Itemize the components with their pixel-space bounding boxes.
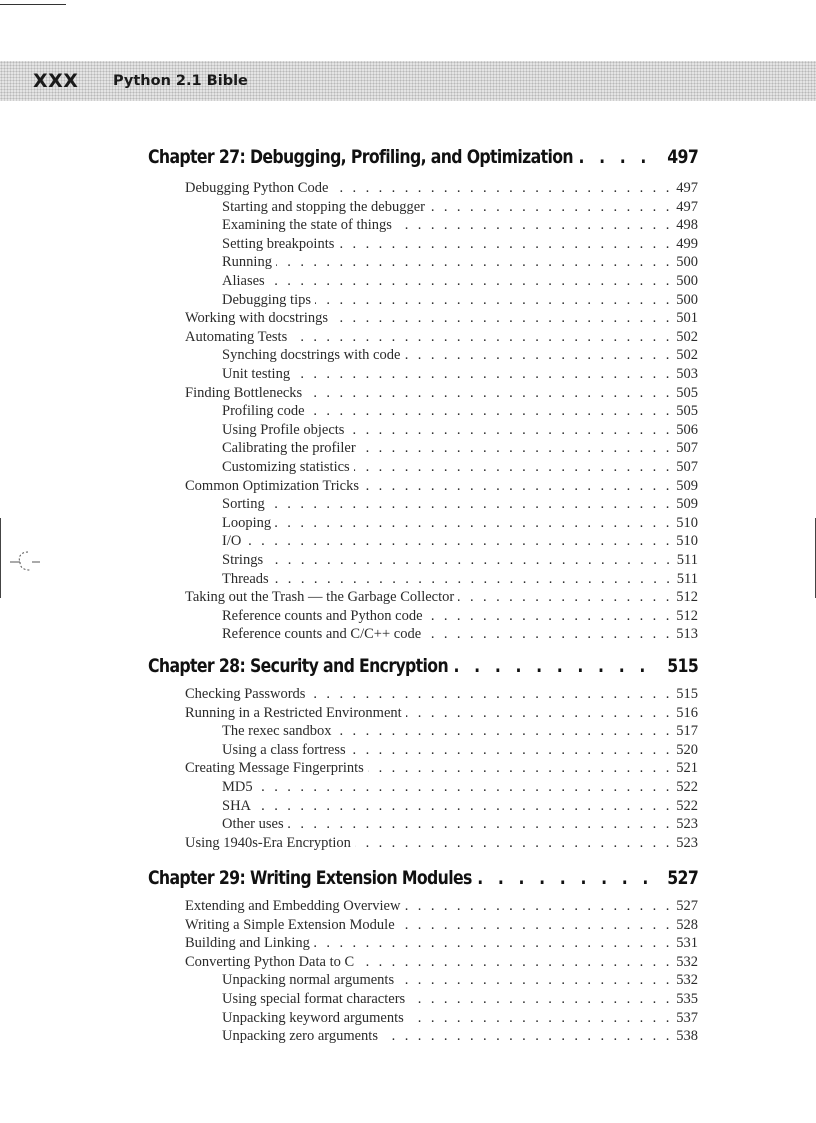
entry-title: Starting and stopping the debugger [222,198,425,215]
dot-leader [427,608,673,625]
entry-title: Debugging Python Code [185,180,329,196]
dot-leader [358,954,672,971]
dot-leader [309,686,672,703]
entry-title: Synching docstrings with code [222,347,401,364]
dot-leader [275,515,672,532]
entry-page-number: 538 [676,1028,698,1045]
toc-subsection-entry[interactable] [222,626,698,644]
entry-title: I/O [222,533,242,550]
entry-title: Converting Python Data to C [185,953,355,970]
dot-leader [429,199,672,216]
entry-title: Reference counts and C/C++ code [222,626,422,643]
toc-subsection-entry[interactable] [222,552,698,570]
toc-subsection-entry[interactable] [222,742,698,760]
entry-title: Creating Message Fingerprints [185,760,364,777]
toc-subsection-entry[interactable] [222,515,698,533]
entry-title: Writing a Simple Extension Module [185,916,395,933]
entry-page-number: 499 [676,235,698,252]
entry-title: Using Profile objects [222,421,345,438]
entry-title: The rexec sandbox [222,723,332,740]
toc-subsection-entry[interactable] [222,723,698,741]
entry-title: Other uses [222,816,284,833]
entry-page-number: 532 [676,953,698,970]
entry-title: Customizing statistics [222,459,350,475]
chapter-title: Chapter 29: Writing Extension Modules [148,867,472,889]
crop-mark [0,4,66,5]
toc-subsection-entry[interactable] [222,199,698,217]
dot-leader [291,329,672,346]
entry-page-number: 497 [676,180,698,196]
dot-leader [276,254,672,271]
registration-mark-icon [8,548,42,572]
page-edge-left [0,518,1,598]
toc-subsection-entry[interactable] [222,608,698,626]
entry-page-number: 506 [676,421,698,438]
entry-title: Setting breakpoints [222,235,335,252]
entry-page-number: 511 [676,552,698,568]
dot-leader [332,310,672,327]
chapter-heading[interactable] [148,146,698,174]
entry-title: Finding Bottlenecks [185,384,303,401]
toc-subsection-entry[interactable] [222,273,698,291]
toc-subsection-entry[interactable] [222,779,698,797]
dot-leader [314,935,672,952]
chapter-page-number: 515 [667,655,699,677]
dot-leader [398,972,672,989]
toc-subsection-entry[interactable] [222,991,698,1009]
dot-leader [294,366,672,383]
entry-page-number: 500 [676,273,698,289]
entry-page-number: 512 [676,589,698,606]
entry-title: Unit testing [222,366,291,382]
toc-subsection-entry[interactable] [222,217,698,235]
toc-subsection-entry[interactable] [222,1028,698,1046]
toc-subsection-entry[interactable] [222,254,698,272]
entry-page-number: 502 [676,328,698,345]
dot-leader [399,917,673,934]
entry-page-number: 500 [676,254,698,271]
toc-section-entry[interactable] [185,180,698,198]
dot-leader [315,292,672,309]
entry-page-number: 505 [676,403,698,420]
dot-leader [477,867,662,889]
entry-title: Unpacking keyword arguments [222,1009,404,1026]
entry-page-number: 510 [676,514,698,531]
entry-title: Using a class fortress [222,741,346,758]
dot-leader [406,705,673,722]
entry-page-number: 509 [676,477,698,494]
dot-leader [255,798,672,815]
toc-subsection-entry[interactable] [222,459,698,477]
entry-title: Working with docstrings [185,310,329,327]
toc-section-entry[interactable] [185,310,698,328]
entry-page-number: 497 [676,198,698,215]
entry-title: MD5 [222,779,253,795]
toc-subsection-entry[interactable] [222,236,698,254]
entry-page-number: 500 [676,291,698,308]
dot-leader [404,898,672,915]
toc-subsection-entry[interactable] [222,496,698,514]
entry-title: Unpacking normal arguments [222,972,395,989]
entry-title: Unpacking zero arguments [222,1028,378,1045]
entry-page-number: 502 [676,347,698,364]
dot-leader [348,422,672,439]
toc-subsection-entry[interactable] [222,972,698,990]
dot-leader [425,626,672,643]
chapter-page-number: 497 [667,146,699,168]
toc-section-entry[interactable] [185,589,698,607]
toc-subsection-entry[interactable] [222,533,698,551]
entry-title: Aliases [222,273,265,289]
entry-page-number: 535 [676,991,698,1007]
chapter-page-number: 527 [667,867,699,889]
dot-leader [309,403,673,420]
toc-section-entry[interactable] [185,385,698,403]
entry-page-number: 516 [676,704,698,721]
toc-section-entry[interactable] [185,898,698,916]
entry-title: Looping [222,514,272,531]
toc-subsection-entry[interactable] [222,347,698,365]
entry-title: Sorting [222,496,265,513]
entry-title: Using special format characters [222,991,406,1007]
chapter-title: Chapter 28: Security and Encryption [148,655,449,677]
entry-page-number: 507 [676,459,698,475]
dot-leader [360,440,673,457]
toc-section-entry[interactable] [185,760,698,778]
entry-title: Strings [222,552,264,568]
toc-subsection-entry[interactable] [222,366,698,384]
dot-leader [354,459,673,476]
entry-page-number: 511 [676,570,698,587]
entry-title: Automating Tests [185,328,288,345]
entry-title: Calibrating the profiler [222,440,356,457]
entry-page-number: 522 [676,797,698,814]
toc-section-entry[interactable] [185,835,698,853]
toc-section-entry[interactable] [185,705,698,723]
dot-leader [306,385,672,402]
dot-leader [245,533,672,550]
dot-leader [257,779,673,796]
entry-page-number: 520 [676,741,698,758]
entry-title: Taking out the Trash — the Garbage Collector [185,589,455,606]
chapter-title: Chapter 27: Debugging, Profiling, and Optimization [148,146,573,168]
dot-leader [332,180,672,197]
entry-page-number: 517 [676,723,698,740]
dot-leader [269,273,673,290]
dot-leader [454,655,662,677]
toc-section-entry[interactable] [185,329,698,347]
toc-section-entry[interactable] [185,917,698,935]
dot-leader [363,478,672,495]
dot-leader [267,552,673,569]
entry-page-number: 501 [676,310,698,327]
entry-title: Using 1940s-Era Encryption [185,834,351,851]
running-header-title: Python 2.1 Bible [113,73,248,89]
dot-leader [350,742,673,759]
entry-title: Running [222,254,272,271]
entry-page-number: 509 [676,496,698,513]
toc-subsection-entry[interactable] [222,1010,698,1028]
dot-leader [396,217,672,234]
entry-page-number: 498 [676,217,698,234]
toc-subsection-entry[interactable] [222,422,698,440]
toc-section-entry[interactable] [185,954,698,972]
dot-leader [355,835,672,852]
dot-leader [336,723,673,740]
toc-section-entry[interactable] [185,935,698,953]
entry-page-number: 523 [676,816,698,833]
entry-page-number: 513 [676,626,698,643]
dot-leader [458,589,672,606]
entry-title: Checking Passwords [185,686,306,702]
dot-leader [338,236,672,253]
entry-page-number: 507 [676,440,698,457]
entry-page-number: 510 [676,533,698,550]
dot-leader [269,496,673,513]
toc-subsection-entry[interactable] [222,440,698,458]
dot-leader [578,146,661,168]
entry-title: Extending and Embedding Overview [185,898,401,914]
toc-subsection-entry[interactable] [222,403,698,421]
entry-title: SHA [222,797,252,814]
dot-leader [382,1028,672,1045]
entry-title: Building and Linking [185,935,310,952]
entry-page-number: 528 [676,916,698,933]
toc-section-entry[interactable] [185,478,698,496]
entry-page-number: 505 [676,384,698,401]
entry-page-number: 503 [676,366,698,382]
toc-section-entry[interactable] [185,686,698,704]
entry-page-number: 515 [676,686,698,702]
entry-title: Debugging tips [222,291,312,308]
entry-title: Profiling code [222,403,305,420]
entry-page-number: 527 [676,898,698,914]
toc-subsection-entry[interactable] [222,292,698,310]
dot-leader [288,816,673,833]
dot-leader [408,1010,673,1027]
entry-title: Running in a Restricted Environment [185,704,402,721]
dot-leader [368,760,672,777]
toc-subsection-entry[interactable] [222,816,698,834]
entry-page-number: 512 [676,607,698,624]
entry-title: Common Optimization Tricks [185,477,360,494]
entry-title: Reference counts and Python code [222,607,423,624]
entry-title: Examining the state of things [222,217,392,234]
entry-page-number: 523 [676,834,698,851]
entry-page-number: 522 [676,779,698,795]
entry-page-number: 532 [676,972,698,989]
dot-leader [273,571,673,588]
entry-page-number: 537 [676,1009,698,1026]
chapter-heading[interactable] [148,867,698,895]
dot-leader [404,347,672,364]
toc-subsection-entry[interactable] [222,571,698,589]
entry-page-number: 531 [676,935,698,952]
page-folio: XXX [33,70,79,92]
chapter-heading[interactable] [148,655,698,683]
entry-page-number: 521 [676,760,698,777]
entry-title: Threads [222,570,269,587]
dot-leader [409,991,672,1008]
toc-subsection-entry[interactable] [222,798,698,816]
